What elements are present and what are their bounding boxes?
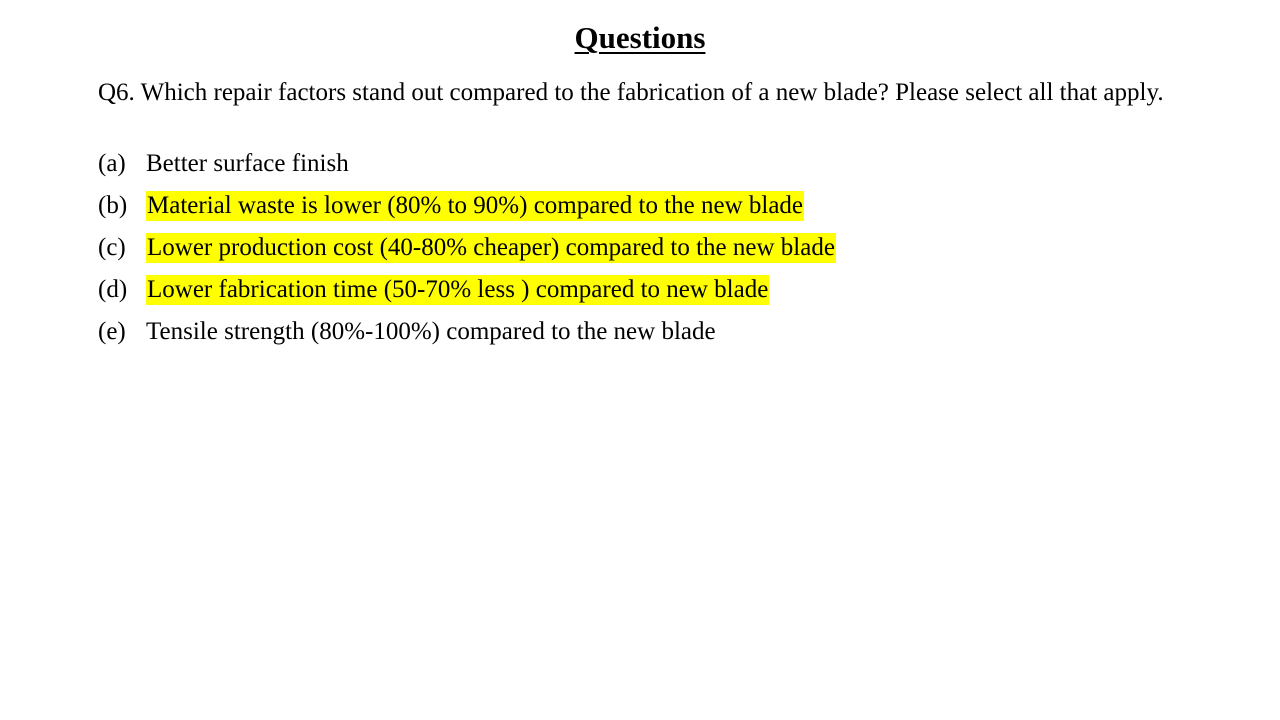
options-list xyxy=(98,149,1188,359)
option-d xyxy=(98,275,1188,305)
option-letter: (c) xyxy=(98,234,126,261)
option-text: Better surface finish xyxy=(146,150,349,177)
question-text: Q6. Which repair factors stand out compared to the fabrication of a new blade? Please select all that apply. xyxy=(98,79,1164,106)
option-letter: (e) xyxy=(98,318,126,345)
option-b xyxy=(98,191,1188,221)
slide-title: Questions xyxy=(574,20,706,55)
option-letter: (d) xyxy=(98,276,128,303)
option-text-highlighted: Lower fabrication time (50-70% less ) compared to new blade xyxy=(147,276,769,303)
option-e xyxy=(98,317,1188,347)
option-text-highlighted: Lower production cost (40-80% cheaper) compared to the new blade xyxy=(147,234,835,261)
option-text: Tensile strength (80%-100%) compared to the new blade xyxy=(146,318,716,345)
option-a xyxy=(98,149,1188,179)
option-letter: (a) xyxy=(98,150,126,177)
option-letter: (b) xyxy=(98,192,128,219)
option-c xyxy=(98,233,1188,263)
option-text-highlighted: Material waste is lower (80% to 90%) compared to the new blade xyxy=(147,192,804,219)
